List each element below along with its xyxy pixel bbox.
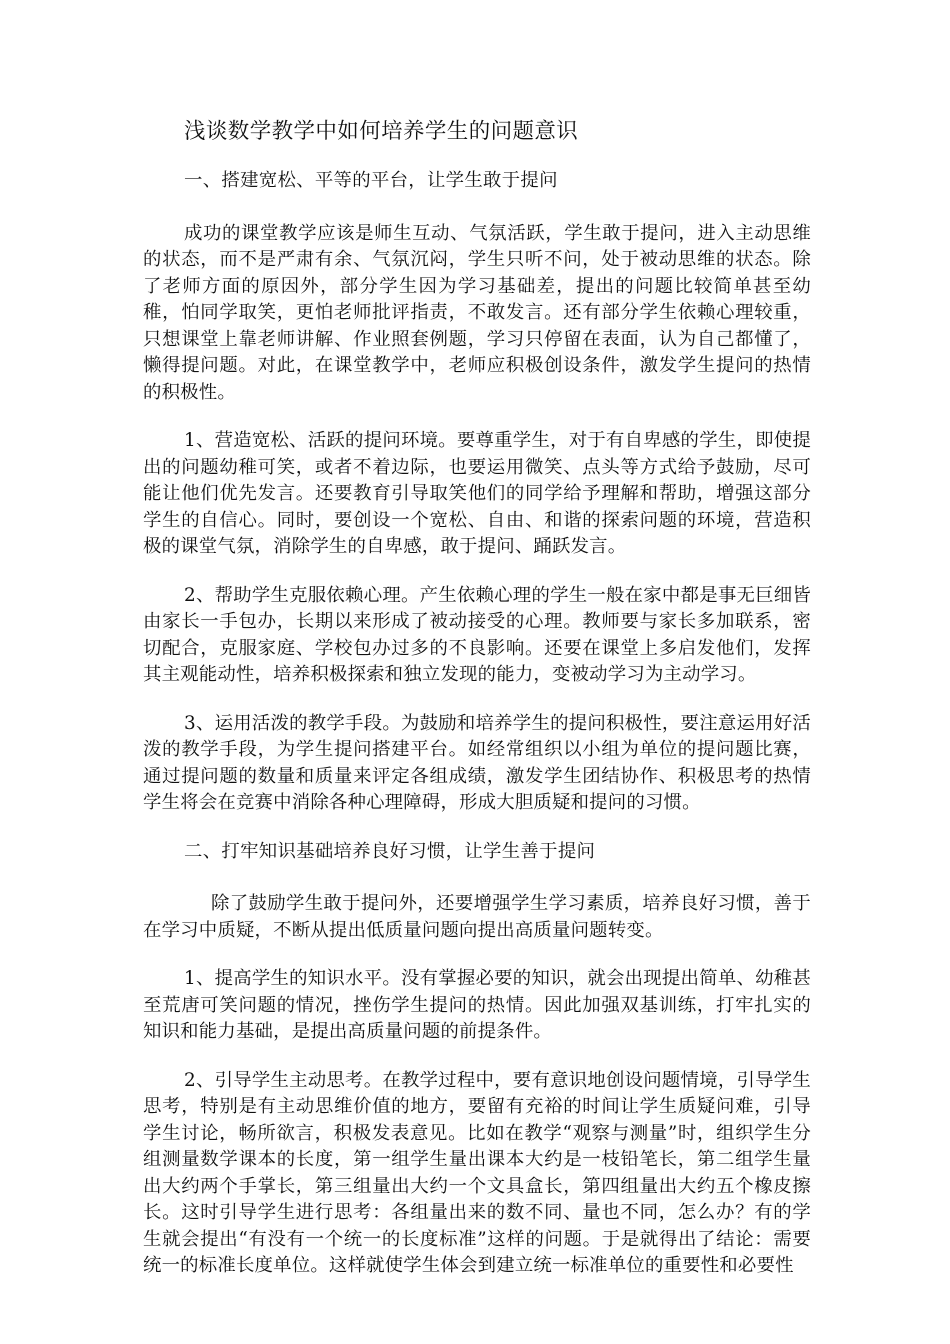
paragraph-4: 3、运用活泼的教学手段。为鼓励和培养学生的提问积极性，要注意运用好活泼的教学手段，为学生提问搭建平台。如经常组织以小组为单位的提问题比赛，通过提问题的数量和质量来评定各组成绩，激发学生团结协作、积极思考的热情学生将会在竞赛中消除各种心理障碍，形成大胆质疑和提问的习惯。 bbox=[143, 712, 811, 813]
paragraph-1: 成功的课堂教学应该是师生互动、气氛活跃，学生敢于提问，进入主动思维的状态，而不是严肃有余、气氛沉闷，学生只听不问，处于被动思维的状态。除了老师方面的原因外，部分学生因为学习基础差，提出的问题比较简单甚至幼稚，怕同学取笑，更怕老师批评指责，不敢发言。还有部分学生依赖心理较重，只想课堂上靠老师讲解、作业照套例题，学习只停留在表面，认为自己都懂了，懒得提问题。对此，在课堂教学中，老师应积极创设条件，激发学生提问的热情的积极性。 bbox=[143, 222, 811, 403]
document-body bbox=[143, 118, 811, 1280]
document-title: 浅谈数学教学中如何培养学生的问题意识 bbox=[184, 119, 579, 144]
section-heading-1: 一、搭建宽松、平等的平台，让学生敢于提问 bbox=[184, 170, 558, 191]
paragraph-7: 2、引导学生主动思考。在教学过程中，要有意识地创设问题情境，引导学生思考，特别是有主动思维价值的地方，要留有充裕的时间让学生质疑问难，引导学生讨论，畅所欲言，积极发表意见。比如在教学“观察与测量”时，组织学生分组测量数学课本的长度，第一组学生量出课本大约是一枝铅笔长，第二组学生量出大约两个手掌长，第三组量出大约一个文具盒长，第四组量出大约五个橡皮擦长。这时引导学生进行思考：各组量出来的数不同、量也不同，怎么办？有的学生就会提出“有没有一个统一的长度标准”这样的问题。于是就得出了结论：需要统一的标准长度单位。这样就使学生体会到建立统一标准单位的重要性和必要性 bbox=[143, 1069, 811, 1276]
paragraph-3: 2、帮助学生克服依赖心理。产生依赖心理的学生一般在家中都是事无巨细皆由家长一手包办，长期以来形成了被动接受的心理。教师要与家长多加联系，密切配合，克服家庭、学校包办过多的不良影响。还要在课堂上多启发他们，发挥其主观能动性，培养积极探索和独立发现的能力，变被动学习为主动学习。 bbox=[143, 584, 811, 685]
paragraph-6: 1、提高学生的知识水平。没有掌握必要的知识，就会出现提出简单、幼稚甚至荒唐可笑问题的情况，挫伤学生提问的热情。因此加强双基训练，打牢扎实的知识和能力基础，是提出高质量问题的前提条件。 bbox=[143, 968, 811, 1042]
section-heading-2: 二、打牢知识基础培养良好习惯，让学生善于提问 bbox=[184, 840, 596, 862]
paragraph-5: 除了鼓励学生敢于提问外，还要增强学生学习素质，培养良好习惯，善于在学习中质疑，不断从提出低质量问题向提出高质量问题转变。 bbox=[143, 893, 811, 941]
paragraph-2: 1、营造宽松、活跃的提问环境。要尊重学生，对于有自卑感的学生，即使提出的问题幼稚可笑，或者不着边际，也要运用微笑、点头等方式给予鼓励，尽可能让他们优先发言。还要教育引导取笑他们的同学给予理解和帮助，增强这部分学生的自信心。同时，要创设一个宽松、自由、和谐的探索问题的环境，营造积极的课堂气氛，消除学生的自卑感，敢于提问、踊跃发言。 bbox=[143, 430, 811, 557]
